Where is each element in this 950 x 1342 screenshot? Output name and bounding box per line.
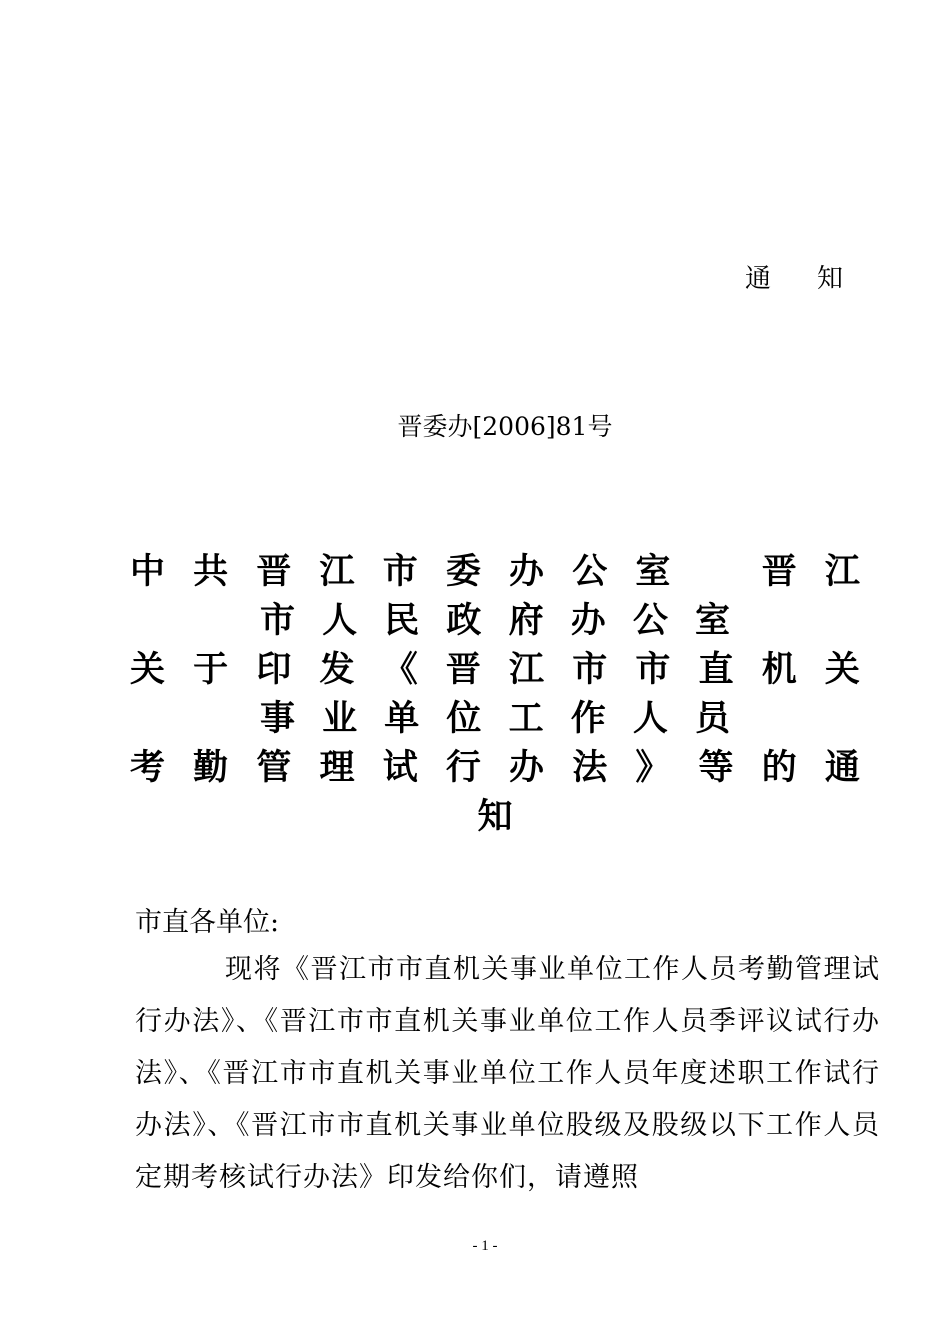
page-number: - 1 - xyxy=(472,1238,498,1254)
title-char: 机 xyxy=(761,650,797,690)
notice-label: 通知 xyxy=(745,264,890,294)
title-char: 市 xyxy=(382,552,418,592)
title-char: 府 xyxy=(508,601,544,641)
document-number: 晋委办[2006]81号 xyxy=(397,412,613,441)
title-char: 等 xyxy=(698,748,734,788)
body-paragraph: 现将《晋江市市直机关事业单位工作人员考勤管理试行办法》、《晋江市市直机关事业单位工作人员季评议试行办法》、《晋江市市直机关事业单位工作人员年度述职工作试行办法》、《晋江市市直机关事业单位股级及股级以下工作人员定期考核试行办法》印发给你们，请遵照 xyxy=(135,954,880,1193)
title-char: 位 xyxy=(446,699,482,739)
title-char: 民 xyxy=(384,601,420,641)
title-char: 印 xyxy=(256,650,292,690)
title-line xyxy=(130,597,860,646)
title-char: 政 xyxy=(446,601,482,641)
title-char: 公 xyxy=(572,552,608,592)
title-char: 考 xyxy=(130,748,166,788)
title-char: 市 xyxy=(260,601,296,641)
title-char: 工 xyxy=(508,699,544,739)
title-char: 市 xyxy=(635,650,671,690)
title-char: 行 xyxy=(445,748,481,788)
title-char: 》 xyxy=(635,748,671,788)
title-line xyxy=(130,548,860,597)
title-gap xyxy=(699,548,734,597)
title-char: 市 xyxy=(572,650,608,690)
title-char: 发 xyxy=(319,650,355,690)
title-char: 室 xyxy=(635,552,671,592)
title-char: 管 xyxy=(256,748,292,788)
title-char: 江 xyxy=(824,552,860,592)
title-line xyxy=(130,695,860,744)
title-char: 员 xyxy=(694,699,730,739)
title-char: 业 xyxy=(322,699,358,739)
title-char: 事 xyxy=(260,699,296,739)
title-char: 江 xyxy=(509,650,545,690)
title-char: 江 xyxy=(319,552,355,592)
title-char: 办 xyxy=(570,601,606,641)
title-char: 人 xyxy=(632,699,668,739)
title-char: 理 xyxy=(319,748,355,788)
title-char: 关 xyxy=(824,650,860,690)
title-char: 共 xyxy=(193,552,229,592)
title-char: 办 xyxy=(509,552,545,592)
salutation: 市直各单位: xyxy=(135,907,280,938)
title-char: 知 xyxy=(477,797,513,837)
document-title xyxy=(130,548,860,842)
title-char: 通 xyxy=(824,748,860,788)
title-char: 试 xyxy=(382,748,418,788)
title-char: 勤 xyxy=(193,748,229,788)
title-line xyxy=(130,793,860,842)
title-char: 关 xyxy=(130,650,166,690)
title-char: 人 xyxy=(322,601,358,641)
title-char: 晋 xyxy=(445,650,481,690)
title-char: 室 xyxy=(694,601,730,641)
title-char: 《 xyxy=(382,650,418,690)
title-char: 直 xyxy=(698,650,734,690)
title-char: 办 xyxy=(509,748,545,788)
title-char: 法 xyxy=(572,748,608,788)
title-line xyxy=(130,744,860,793)
title-char: 公 xyxy=(632,601,668,641)
title-char: 单 xyxy=(384,699,420,739)
title-char: 晋 xyxy=(761,552,797,592)
title-char: 的 xyxy=(761,748,797,788)
title-line xyxy=(130,646,860,695)
title-char: 中 xyxy=(130,552,166,592)
title-char: 作 xyxy=(570,699,606,739)
title-char: 委 xyxy=(445,552,481,592)
title-char: 于 xyxy=(193,650,229,690)
title-char: 晋 xyxy=(256,552,292,592)
